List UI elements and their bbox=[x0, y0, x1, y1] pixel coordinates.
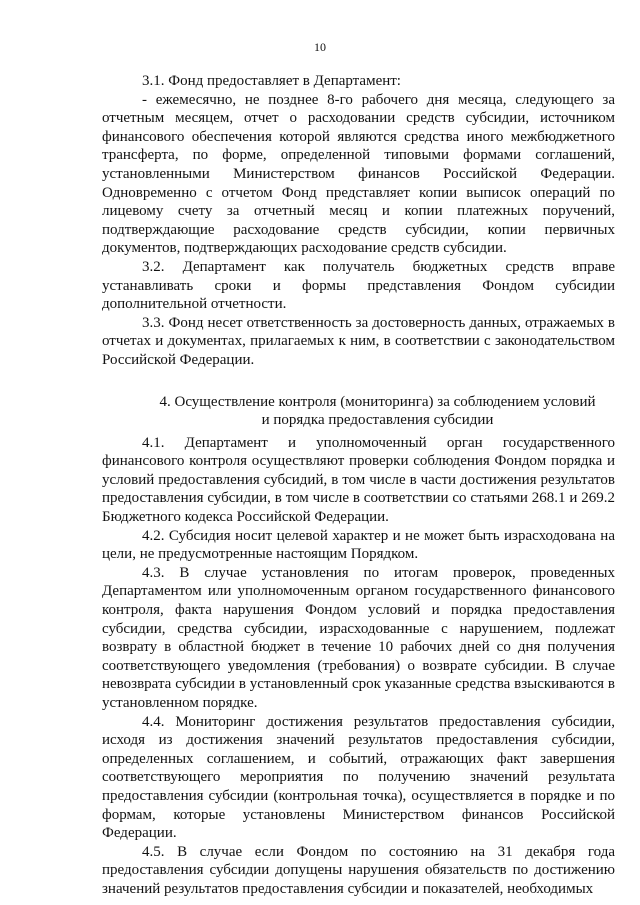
paragraph-4-2: 4.2. Субсидия носит целевой характер и не может быть израсходована на цели, не предусмотренные настоящим Порядком. bbox=[102, 527, 615, 563]
paragraph-4-3: 4.3. В случае установления по итогам проверок, проведенных Департаментом или уполномоченным органом государственного финансового контроля, факта нарушения Фондом условий и порядка предоставления субсидии, средства субсидии, израсходованные с нарушением, подлежат возврату в областной бюджет в течение 10 рабочих дней со дня получения соответствующего уведомления (требования) о возврате субсидии. В случае невозврата субсидии в установленный срок указанные средства взыскиваются в установленном порядке. bbox=[102, 564, 615, 711]
paragraph-4-1: 4.1. Департамент и уполномоченный орган государственного финансового контроля осуществляют проверки соблюдения Фондом порядка и условий предоставления субсидий, в том числе в части достижения результатов предоставления субсидии, в том числе в соответствии со статьями 268.1 и 269.2 Бюджетного кодекса Российской Федерации. bbox=[102, 434, 615, 526]
section-4-heading-line-2: и порядка предоставления субсидии bbox=[261, 412, 494, 429]
document-body bbox=[102, 72, 615, 899]
page-number: 10 bbox=[314, 40, 326, 54]
paragraph-4-5: 4.5. В случае если Фондом по состоянию на 31 декабря года предоставления субсидии допущены нарушения обязательств по достижению значений результатов предоставления субсидии и показателей, необходимых bbox=[102, 843, 615, 897]
section-4-heading bbox=[102, 393, 615, 430]
paragraph-4-4: 4.4. Мониторинг достижения результатов предоставления субсидии, исходя из достижения значений результатов предоставления субсидии, определенных соглашением, и событий, отражающих факт завершения соответствующего мероприятия по получению значений результата предоставления субсидии (контрольная точка), осуществляется в порядке и по формам, которые установлены Министерством финансов Российской Федерации. bbox=[102, 713, 615, 842]
paragraph-3-1-intro: 3.1. Фонд предоставляет в Департамент: bbox=[142, 73, 401, 89]
paragraph-3-3: 3.3. Фонд несет ответственность за достоверность данных, отражаемых в отчетах и документах, прилагаемых к ним, в соответствии с законодательством Российской Федерации. bbox=[102, 314, 615, 368]
section-4-heading-line-1: 4. Осуществление контроля (мониторинга) за соблюдением условий bbox=[159, 393, 596, 410]
paragraph-3-2: 3.2. Департамент как получатель бюджетных средств вправе устанавливать сроки и формы представления Фондом субсидии дополнительной отчетности. bbox=[102, 258, 615, 313]
paragraph-3-1-item: - ежемесячно, не позднее 8-го рабочего дня месяца, следующего за отчетным месяцем, отчет о расходовании средств субсидии, источником финансового обеспечения которой являются средства иного межбюджетного трансферта, по форме, определенной типовыми формами соглашений, установленными Министерством финансов Российской Федерации. Одновременно с отчетом Фонд представляет копии выписок операций по лицевому счету за отчетный месяц и копии платежных поручений, подтверждающие расходование средств субсидии, копии первичных документов, подтверждающих расходование средств субсидии. bbox=[102, 91, 615, 257]
